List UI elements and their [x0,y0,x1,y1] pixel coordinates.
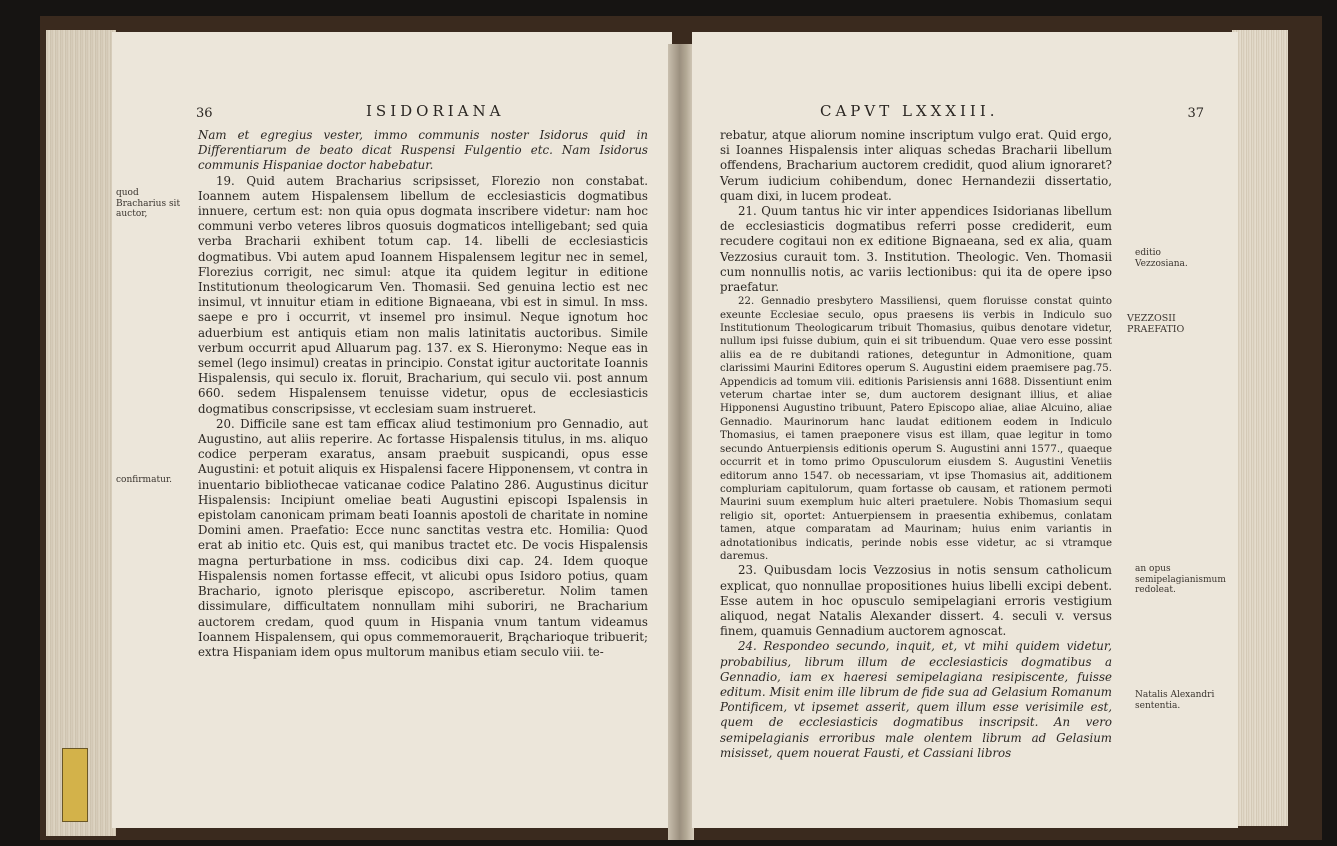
margin-note: an opus semipelagianismum redoleat. [1135,564,1226,595]
right-page-edges [1232,30,1288,826]
paragraph: Nam et egregius vester, immo communis noster Isidorus quid in Differentiarum de beato dicat Ruspensi Fulgentio etc. Nam Isidorus communis Hispaniae doctor habebatur. [198,128,648,173]
paragraph: 23. Quibusdam locis Vezzosius in notis sensum catholicum explicat, quo nonnullae propositiones huius libelli excipi debent. Esse autem in hoc opusculo semipelagiani erroris vestigium aliquod, negat Natalis Alexander dissert. 4. seculi v. versus finem, quamuis Gennadium auctorem agnoscat. [720,563,1112,639]
margin-note: VEZZOSII PRAEFATIO [1127,313,1185,335]
right-page [692,32,1238,828]
left-page [112,32,672,828]
paragraph: 21. Quum tantus hic vir inter appendices Isidorianas libellum de ecclesiasticis dogmatibus referri posse crediderit, eum recudere cogitaui non ex editione Bignaeana, sed ex alia, quam Vezzosius curauit tom. 3. Institution. Theologic. Ven. Thomasii cum nonnullis notis, ac variis lectionibus: qui ita de opere ipso praefatur. [720,204,1112,295]
margin-note: quod Bracharius sit auctor, [116,188,181,219]
left-page-header [112,102,672,122]
left-page-edges [46,30,116,836]
paragraph: 24. Respondeo secundo, inquit, et, vt mihi quidem videtur, probabilius, librum illum de ecclesiasticis dogmatibus a Gennadio, iam ex haeresi semipelagiana resipiscente, fuisse editum. Misit enim ille librum de fide sua ad Gelasium Romanum Pontificem, vt ipsemet asserit, quem illum esse verisimile est, quem de ecclesiasticis dogmatibus inscripsit. An vero semipelagianis erroribus male olentem librum ad Gelasium misisset, quem nouerat Fausti, et Cassiani libros [720,639,1112,760]
running-head: CAPVT LXXXIII. [820,102,999,120]
margin-note: Natalis Alexandri sententia. [1135,690,1215,711]
left-text-column [198,128,648,660]
bookmark-tab [62,748,88,822]
paragraph: 20. Difficile sane est tam efficax aliud testimonium pro Gennadio, aut Augustino, aut aliis reperire. Ac fortasse Hispalensis titulus, in ms. aliquo codice perperam exaratus, ansam praebuit suspicandi, opus esse Augustini: et potuit aliquis ex Hispalensi facere Hipponensem, vt contra in inuentario bibliothecae vaticanae codice Palatino 286. Augustinus dicitur Hispalensis: Incipiunt omeliae beati Augustini episcopi Ispalensis in epistolam canonicam primam beati Ioannis apostoli de charitate in nomine Domini amen. Praefatio: Ecce nunc sanctitas vestra etc. Homilia: Quod erat ab initio etc. Quis est, qui manibus tractet etc. De vocis Hispalensis magna perturbatione in mss. codicibus dixi cap. 24. Idem quoque Hispalensis nomen fortasse effecit, vt alicubi opus Isidoro potius, quam Brachario, ignoto plerisque episcopo, ascriberetur. Nolim tamen dissimulare, difficultatem nonnullam mihi suboriri, ne Bracharium auctorem credam, quod quum in Hispania vnum tantum videamus Ioannem Hispalensem, qui opus commemorauerit, Brącharioque tribuerit; extra Hispaniam idem opus multorum manibus etiam seculo viii. te- [198,416,648,659]
paragraph: 22. Gennadio presbytero Massiliensi, quem floruisse constat quinto exeunte Ecclesiae seculo, opus praesens iis verbis in Indiculo suo Institutionum Theologicarum tribuit Thomasius, quibus denotare videtur, nullum ipsi fuisse dubium, quin ei sit tribuendum. Quae vero esse possint aliis ea de re dubitandi rationes, deteguntur in Admonitione, quam clarissimi Maurini Editores operum S. Augustini eidem praemisere pag.75. Appendicis ad tomum viii. editionis Parisiensis anni 1688. Dissentiunt enim veterum chartae inter se, dum auctorem designant illius, et aliae Hipponensi Augustino tribuunt, Patero Episcopo aliae, aliae Alcuino, aliae Gennadio. Maurinorum hanc laudat editionem eodem in Indiculo Thomasius, ei tamen praeponere visus est illam, quae legitur in tomo secundo Antuerpiensis editionis operum S. Augustini anni 1577., quaeque occurrit et in tomo primo Opusculorum eiusdem S. Augustini Venetiis editorum anno 1547. ob necessariam, vt ipse Thomasius ait, additionem compluriam capitulorum, quam fortasse ob causam, et rationem permoti Maurini suum exemplum huic alteri praetulere. Nobis Thomasium sequi religio sit, oportet: Antuerpiensem in praesentia exhibemus, conlatam tamen, atque comparatam ad Maurinam; huius enim variantis in adnotationibus indicatis, perinde nobis esse videtur, ac si vtramque daremus. [720,296,1112,562]
right-page-header [692,102,1238,122]
page-number: 37 [1187,106,1204,121]
paragraph: rebatur, atque aliorum nomine inscriptum vulgo erat. Quid ergo, si Ioannes Hispalensis inter aliquas schedas Bracharii libellum offendens, Bracharium auctorem credidit, quod alium ignoraret? Verum iudicium cohibendum, donec Hernandezii dissertatio, quam dixi, in lucem prodeat. [720,128,1112,203]
page-number: 36 [196,106,213,121]
book-gutter [668,44,694,840]
margin-note: confirmatur. [116,475,173,485]
margin-note: editio Vezzosiana. [1135,248,1188,269]
running-head: ISIDORIANA [366,102,505,120]
right-text-column [720,128,1112,761]
paragraph: 19. Quid autem Bracharius scripsisset, Florezio non constabat. Ioannem autem Hispalensem libellum de ecclesiasticis dogmatibus innuere, certum est: non quia opus dogmata inscribere videtur: nam hoc communi verbo veteres libros quosuis dogmaticos intelligebant; sed quia verba Bracharii exhibent totum cap. 14. libelli de ecclesiasticis dogmatibus. Vbi autem apud Ioannem Hispalensem legitur nec in semel, Florezius corrigit, nec simul: atque ita quidem legitur in editione Institutionum theologicarum Ven. Thomasii. Sed genuina lectio est nec insimul, vt innuitur etiam in editione Bignaeana, vbi est in simul. In mss. saepe e pro i occurrit, vt insemel pro insimul. Neque ignotum hoc aduerbium est antiquis etiam non malis latinitatis auctoribus. Simile verbum occurrit apud Alluarum pag. 137. ex S. Hieronymo: Neque eas in semel (lego insimul) creatas in principio. Constat igitur auctoritate Ioannis Hispalensis, qui seculo ix. floruit, Bracharium, qui seculo vii. post annum 660. sedem Hispalensem tenuisse videtur, opus de ecclesiasticis dogmatibus conscripsisse, vt ecclesiam suam instrueret. [198,173,648,416]
